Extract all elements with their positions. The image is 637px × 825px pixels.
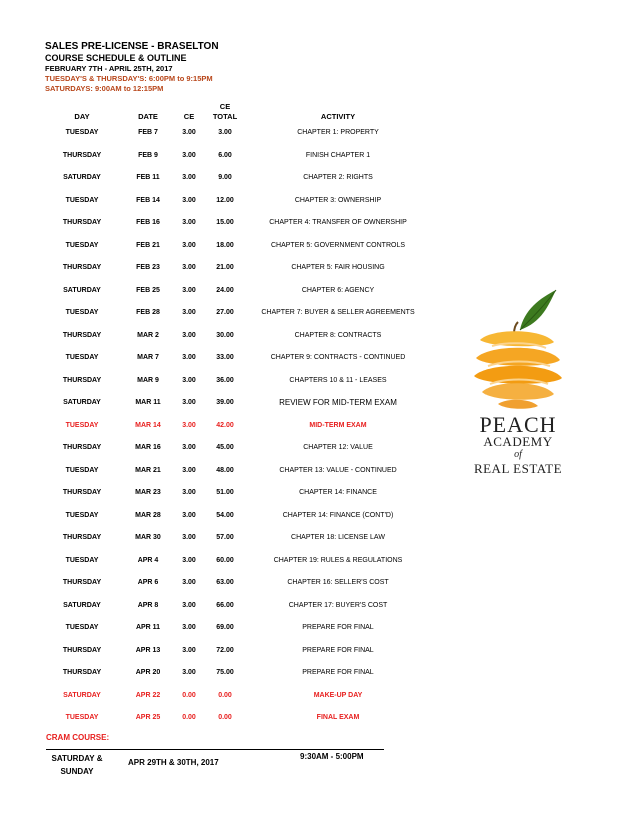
day-cell: THURSDAY xyxy=(62,376,102,384)
day-cell: SATURDAY xyxy=(63,286,101,294)
ce-cell: 3.00 xyxy=(182,354,196,361)
activity-cell: CHAPTER 14: FINANCE (CONT'D) xyxy=(282,511,394,519)
ce-cell: 3.00 xyxy=(182,601,196,609)
peach-academy-logo xyxy=(462,288,574,488)
table-row xyxy=(0,554,637,577)
ce-total-cell: 75.00 xyxy=(216,669,234,676)
ce-cell: 3.00 xyxy=(182,534,196,541)
table-row xyxy=(0,644,637,667)
ce-cell: 3.00 xyxy=(182,579,196,586)
date-cell: APR 11 xyxy=(135,624,161,631)
date-cell: FEB 14 xyxy=(136,196,160,204)
table-row xyxy=(0,621,637,644)
activity-cell: CHAPTER 3: OWNERSHIP xyxy=(294,196,382,204)
activity-cell: PREPARE FOR FINAL xyxy=(302,624,374,631)
cram-divider xyxy=(46,749,384,750)
day-cell: THURSDAY xyxy=(62,151,102,159)
day-cell: THURSDAY xyxy=(62,444,102,451)
course-dates: FEBRUARY 7TH - APRIL 25TH, 2017 xyxy=(45,64,173,73)
day-cell: TUESDAY xyxy=(65,421,99,429)
activity-cell: CHAPTER 8: CONTRACTS xyxy=(294,331,382,339)
cram-days-line2: SUNDAY xyxy=(60,767,94,776)
date-cell: MAR 30 xyxy=(135,534,161,541)
table-row xyxy=(0,509,637,532)
table-row xyxy=(0,194,637,217)
date-cell: MAR 28 xyxy=(135,511,161,519)
col-date: DATE xyxy=(138,112,158,121)
day-cell: TUESDAY xyxy=(65,129,99,136)
day-cell: TUESDAY xyxy=(65,511,99,519)
cram-time: 9:30AM - 5:00PM xyxy=(300,752,364,761)
day-cell: THURSDAY xyxy=(62,331,102,339)
day-cell: THURSDAY xyxy=(62,219,102,226)
ce-cell: 3.00 xyxy=(182,309,196,316)
ce-total-cell: 54.00 xyxy=(216,511,234,519)
col-activity: ACTIVITY xyxy=(320,112,356,121)
activity-cell: CHAPTER 12: VALUE xyxy=(303,444,373,451)
ce-cell: 3.00 xyxy=(182,241,196,249)
table-row xyxy=(0,239,637,262)
ce-total-cell: 72.00 xyxy=(216,646,234,654)
day-cell: TUESDAY xyxy=(65,241,99,249)
day-cell: SATURDAY xyxy=(63,399,101,406)
ce-total-cell: 12.00 xyxy=(216,196,234,204)
col-ce-total-top: CE xyxy=(219,102,231,111)
ce-cell: 0.00 xyxy=(182,691,196,699)
ce-total-cell: 39.00 xyxy=(216,399,234,406)
ce-cell: 3.00 xyxy=(182,151,196,159)
date-cell: FEB 9 xyxy=(138,151,158,159)
cram-course-label: CRAM COURSE: xyxy=(46,733,110,742)
ce-cell: 3.00 xyxy=(182,196,196,204)
ce-cell: 3.00 xyxy=(182,331,196,339)
ce-cell: 3.00 xyxy=(182,444,196,451)
date-cell: FEB 28 xyxy=(136,309,160,316)
date-cell: APR 13 xyxy=(135,646,161,654)
day-cell: THURSDAY xyxy=(62,534,102,541)
date-cell: MAR 9 xyxy=(137,376,159,384)
date-cell: APR 25 xyxy=(135,714,161,721)
ce-cell: 3.00 xyxy=(182,421,196,429)
ce-cell: 3.00 xyxy=(182,646,196,654)
ce-total-cell: 27.00 xyxy=(216,309,234,316)
ce-total-cell: 0.00 xyxy=(218,714,232,721)
ce-total-cell: 18.00 xyxy=(216,241,234,249)
day-cell: TUESDAY xyxy=(65,556,99,564)
date-cell: FEB 23 xyxy=(136,264,160,271)
peach-icon xyxy=(462,288,574,412)
date-cell: MAR 2 xyxy=(137,331,159,339)
date-cell: APR 20 xyxy=(135,669,161,676)
col-ce: CE xyxy=(183,112,195,121)
date-cell: MAR 7 xyxy=(137,354,159,361)
page-title: SALES PRE-LICENSE - BRASELTON xyxy=(45,41,219,52)
date-cell: MAR 14 xyxy=(135,421,161,429)
activity-cell: CHAPTER 17: BUYER'S COST xyxy=(288,601,388,609)
logo-line-of: of xyxy=(514,449,522,460)
activity-cell: CHAPTER 14: FINANCE xyxy=(299,489,377,496)
ce-cell: 3.00 xyxy=(182,669,196,676)
date-cell: MAR 21 xyxy=(135,466,161,474)
col-ce-total: TOTAL xyxy=(212,112,238,121)
ce-total-cell: 21.00 xyxy=(216,264,234,271)
day-cell: SATURDAY xyxy=(63,174,101,181)
activity-cell: FINAL EXAM xyxy=(316,714,360,721)
activity-cell: PREPARE FOR FINAL xyxy=(302,669,374,676)
activity-cell: CHAPTER 4: TRANSFER OF OWNERSHIP xyxy=(269,219,407,226)
table-row xyxy=(0,261,637,284)
ce-total-cell: 33.00 xyxy=(216,354,234,361)
table-row xyxy=(0,666,637,689)
activity-cell: CHAPTER 9: CONTRACTS - CONTINUED xyxy=(270,354,406,361)
day-cell: THURSDAY xyxy=(62,646,102,654)
page-subtitle: COURSE SCHEDULE & OUTLINE xyxy=(45,53,187,63)
date-cell: MAR 23 xyxy=(135,489,161,496)
logo-line-academy: ACADEMY xyxy=(483,434,553,449)
table-row xyxy=(0,576,637,599)
ce-total-cell: 45.00 xyxy=(216,444,234,451)
saturday-time: SATURDAYS: 9:00AM to 12:15PM xyxy=(45,84,164,93)
day-cell: THURSDAY xyxy=(62,489,102,496)
activity-cell: CHAPTER 18: LICENSE LAW xyxy=(291,534,385,541)
day-cell: SATURDAY xyxy=(63,691,101,699)
date-cell: MAR 11 xyxy=(135,399,161,406)
ce-total-cell: 51.00 xyxy=(216,489,234,496)
ce-total-cell: 63.00 xyxy=(216,579,234,586)
date-cell: FEB 16 xyxy=(136,219,160,226)
day-cell: THURSDAY xyxy=(62,669,102,676)
ce-total-cell: 42.00 xyxy=(216,421,234,429)
table-row xyxy=(0,149,637,172)
table-row xyxy=(0,689,637,712)
activity-cell: CHAPTER 5: GOVERNMENT CONTROLS xyxy=(270,241,406,249)
ce-total-cell: 9.00 xyxy=(218,174,232,181)
table-row xyxy=(0,711,637,734)
ce-total-cell: 3.00 xyxy=(218,129,232,136)
activity-cell: MID-TERM EXAM xyxy=(309,421,367,429)
date-cell: APR 6 xyxy=(137,579,159,586)
ce-cell: 3.00 xyxy=(182,489,196,496)
ce-cell: 3.00 xyxy=(182,624,196,631)
day-cell: TUESDAY xyxy=(65,466,99,474)
date-cell: FEB 11 xyxy=(136,174,160,181)
cram-days xyxy=(46,752,108,778)
ce-cell: 3.00 xyxy=(182,174,196,181)
ce-total-cell: 15.00 xyxy=(216,219,234,226)
activity-cell: CHAPTER 5: FAIR HOUSING xyxy=(291,264,385,271)
logo-line-peach: PEACH xyxy=(479,412,557,437)
day-cell: SATURDAY xyxy=(63,601,101,609)
ce-total-cell: 6.00 xyxy=(218,151,232,159)
day-cell: THURSDAY xyxy=(62,264,102,271)
activity-cell: CHAPTER 7: BUYER & SELLER AGREEMENTS xyxy=(261,309,415,316)
ce-cell: 3.00 xyxy=(182,286,196,294)
table-row xyxy=(0,599,637,622)
ce-total-cell: 48.00 xyxy=(216,466,234,474)
ce-total-cell: 36.00 xyxy=(216,376,234,384)
activity-cell: CHAPTER 1: PROPERTY xyxy=(297,129,379,136)
table-row xyxy=(0,486,637,509)
day-cell: TUESDAY xyxy=(65,624,99,631)
ce-cell: 3.00 xyxy=(182,399,196,406)
day-cell: TUESDAY xyxy=(65,309,99,316)
cram-dates: APR 29TH & 30TH, 2017 xyxy=(128,758,219,767)
ce-cell: 3.00 xyxy=(182,511,196,519)
date-cell: APR 22 xyxy=(135,691,161,699)
ce-total-cell: 66.00 xyxy=(216,601,234,609)
ce-cell: 3.00 xyxy=(182,129,196,136)
activity-cell: CHAPTER 19: RULES & REGULATIONS xyxy=(273,556,403,564)
date-cell: FEB 7 xyxy=(138,129,158,136)
ce-total-cell: 0.00 xyxy=(218,691,232,699)
activity-cell: PREPARE FOR FINAL xyxy=(302,646,374,654)
day-cell: TUESDAY xyxy=(65,354,99,361)
ce-cell: 3.00 xyxy=(182,264,196,271)
day-cell: TUESDAY xyxy=(65,196,99,204)
ce-cell: 3.00 xyxy=(182,556,196,564)
table-row xyxy=(0,216,637,239)
table-row xyxy=(0,126,637,149)
logo-line-real-estate: REAL ESTATE xyxy=(473,461,563,476)
table-row xyxy=(0,171,637,194)
ce-total-cell: 57.00 xyxy=(216,534,234,541)
ce-cell: 0.00 xyxy=(182,714,196,721)
activity-cell: CHAPTERS 10 & 11 - LEASES xyxy=(289,376,387,384)
day-cell: THURSDAY xyxy=(62,579,102,586)
activity-cell: REVIEW FOR MID-TERM EXAM xyxy=(279,398,397,407)
date-cell: FEB 25 xyxy=(136,286,160,294)
ce-total-cell: 30.00 xyxy=(216,331,234,339)
col-day: DAY xyxy=(74,112,90,121)
cram-days-line1: SATURDAY & xyxy=(51,754,103,763)
activity-cell: FINISH CHAPTER 1 xyxy=(305,151,371,159)
activity-cell: CHAPTER 13: VALUE - CONTINUED xyxy=(279,466,397,474)
ce-total-cell: 60.00 xyxy=(216,556,234,564)
schedule-header xyxy=(45,40,219,94)
activity-cell: MAKE-UP DAY xyxy=(313,691,363,699)
ce-total-cell: 24.00 xyxy=(216,286,234,294)
day-cell: TUESDAY xyxy=(65,714,99,721)
date-cell: MAR 16 xyxy=(135,444,161,451)
activity-cell: CHAPTER 6: AGENCY xyxy=(301,286,375,294)
ce-total-cell: 69.00 xyxy=(216,624,234,631)
date-cell: FEB 21 xyxy=(136,241,160,249)
date-cell: APR 4 xyxy=(137,556,159,564)
activity-cell: CHAPTER 16: SELLER'S COST xyxy=(287,579,389,586)
activity-cell: CHAPTER 2: RIGHTS xyxy=(303,174,373,181)
weekday-time: TUESDAY'S & THURSDAY'S: 6:00PM to 9:15PM xyxy=(45,74,213,83)
ce-cell: 3.00 xyxy=(182,219,196,226)
ce-cell: 3.00 xyxy=(182,466,196,474)
table-row xyxy=(0,531,637,554)
date-cell: APR 8 xyxy=(137,601,159,609)
ce-cell: 3.00 xyxy=(182,376,196,384)
